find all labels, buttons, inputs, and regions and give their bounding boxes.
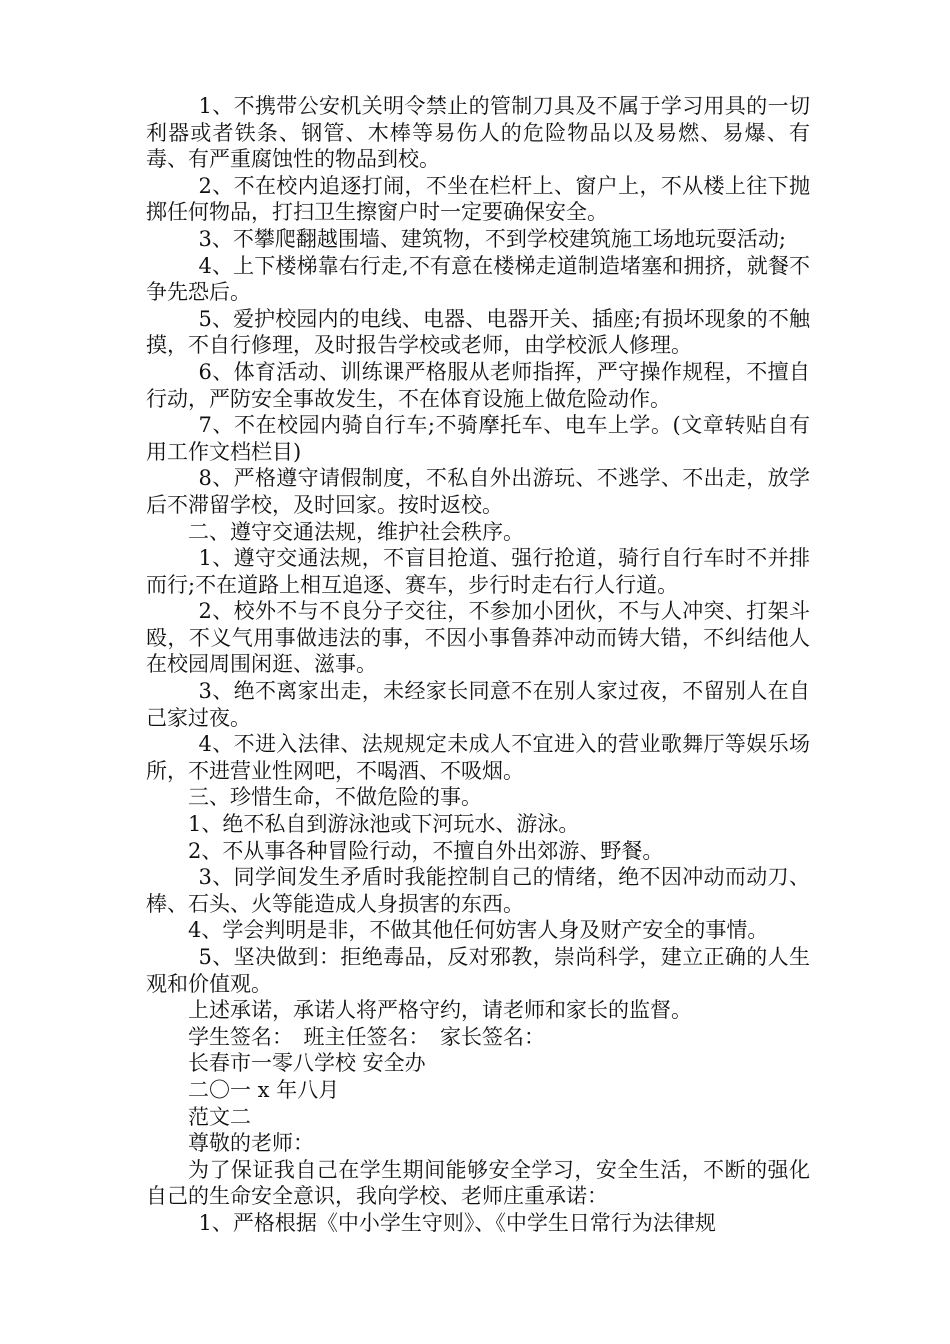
document-paragraph: 学生签名： 班主任签名： 家长签名： (188, 1024, 545, 1049)
document-paragraph: 4、不进入法律、法规规定未成人不宜进入的营业歌舞厅等娱乐场所，不进营业性网吧，不喝酒、不吸烟。 (146, 732, 810, 783)
document-paragraph: 上述承诺，承诺人将严格守约，请老师和家长的监督。 (188, 998, 692, 1023)
document-paragraph: 二、遵守交通法规，维护社会秩序。 (188, 519, 524, 544)
document-paragraph: 三、珍惜生命，不做危险的事。 (188, 785, 482, 810)
document-paragraph: 2、不在校内追逐打闹，不坐在栏杆上、窗户上，不从楼上往下抛掷任何物品，打扫卫生擦窗户时一定要确保安全。 (146, 173, 810, 225)
document-body (146, 93, 810, 1237)
document-paragraph: 3、绝不离家出走，未经家长同意不在别人家过夜，不留别人在自己家过夜。 (146, 679, 810, 730)
document-paragraph: 3、同学间发生矛盾时我能控制自己的情绪，绝不因冲动而动刀、棒、石头、火等能造成人身损害的东西。 (146, 865, 810, 916)
document-paragraph: 2、校外不与不良分子交往，不参加小团伙，不与人冲突、打架斗殴，不义气用事做违法的事，不因小事鲁莽冲动而铸大错，不纠结他人在校园周围闲逛、滋事。 (146, 599, 810, 677)
document-paragraph: 1、严格根据《中小学生守则》、《中学生日常行为法律规 (198, 1210, 716, 1235)
document-paragraph: 1、绝不私自到游泳池或下河玩水、游泳。 (188, 812, 580, 837)
document-paragraph: 3、不攀爬翻越围墙、建筑物，不到学校建筑施工场地玩耍活动; (198, 226, 786, 251)
document-paragraph: 范文二 (188, 1104, 251, 1129)
document-paragraph: 6、体育活动、训练课严格服从老师指挥，严守操作规程，不擅自行动，严防安全事故发生，不在体育设施上做危险动作。 (146, 359, 810, 411)
document-paragraph: 2、不从事各种冒险行动，不擅自外出郊游、野餐。 (188, 838, 664, 863)
document-paragraph: 7、不在校园内骑自行车;不骑摩托车、电车上学。(文章转贴自有用工作文档栏目) (146, 413, 810, 464)
document-paragraph: 5、坚决做到：拒绝毒品，反对邪教，崇尚科学，建立正确的人生观和价值观。 (146, 945, 810, 996)
document-paragraph: 4、上下楼梯靠右行走,不有意在楼梯走道制造堵塞和拥挤，就餐不争先恐后。 (146, 253, 810, 305)
document-paragraph: 长春市一零八学校 安全办 (188, 1051, 426, 1076)
document-paragraph: 1、遵守交通法规，不盲目抢道、强行抢道，骑行自行车时不并排而行;不在道路上相互追逐、赛车，步行时走右行人行道。 (146, 546, 810, 597)
document-paragraph: 尊敬的老师： (188, 1131, 314, 1156)
document-paragraph: 8、严格遵守请假制度，不私自外出游玩、不逃学、不出走，放学后不滞留学校，及时回家。按时返校。 (146, 466, 810, 517)
document-paragraph: 为了保证我自己在学生期间能够安全学习，安全生活，不断的强化自己的生命安全意识，我向学校、老师庄重承诺： (146, 1157, 810, 1209)
document-paragraph: 1、不携带公安机关明令禁止的管制刀具及不属于学习用具的一切利器或者铁条、钢管、木棒等易伤人的危险物品以及易燃、易爆、有毒、有严重腐蚀性的物品到校。 (146, 94, 810, 172)
document-paragraph: 5、爱护校园内的电线、电器、电器开关、插座;有损坏现象的不触摸，不自行修理，及时报告学校或老师，由学校派人修理。 (146, 306, 810, 358)
document-paragraph: 4、学会判明是非，不做其他任何妨害人身及财产安全的事情。 (188, 918, 769, 943)
document-paragraph: 二〇一 x 年八月 (188, 1077, 340, 1102)
